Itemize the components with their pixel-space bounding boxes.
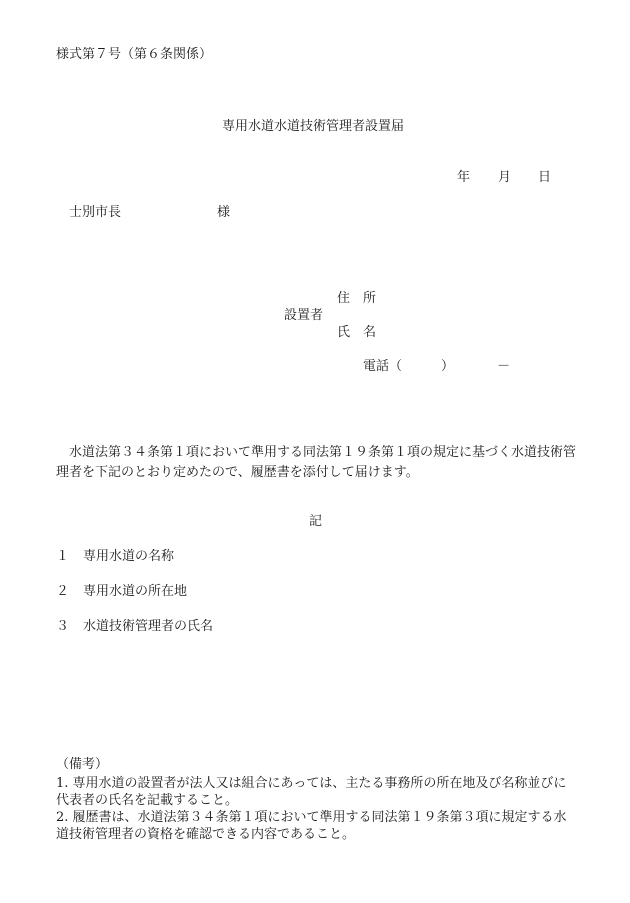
address-label: 住 所 — [337, 291, 377, 306]
document-title: 専用水道水道技術管理者設置届 — [222, 119, 405, 134]
phone-label: 電話（ — [363, 359, 403, 374]
date-year: 年 — [457, 170, 471, 185]
date-month: 月 — [498, 170, 512, 185]
list-item — [56, 550, 174, 563]
note-number: 2. — [56, 810, 69, 825]
note-text: 専用水道の設置者が法人又は組合にあっては、主たる事務所の所在地及び名称並びに代表者の氏名を記載すること。 — [56, 776, 567, 808]
ki-heading: 記 — [309, 514, 323, 529]
remark-note — [56, 775, 576, 809]
note-text: 履歴書は、水道法第３４条第１項において準用する同法第１９条第３項に規定する水道技術管理者の資格を確認できる内容であること。 — [56, 810, 567, 842]
addressee-name: 士別市長 — [69, 205, 122, 220]
remark-note — [56, 809, 576, 843]
item-number: ３ — [56, 619, 70, 634]
list-item — [56, 585, 187, 598]
item-number: １ — [56, 549, 70, 564]
date-day: 日 — [538, 170, 552, 185]
list-item — [56, 620, 213, 633]
item-label: 専用水道の名称 — [83, 549, 175, 564]
form-number: 様式第７号（第６条関係） — [56, 47, 213, 62]
addressee-honorific: 様 — [217, 205, 231, 220]
name-label: 氏 名 — [337, 325, 377, 340]
item-number: ２ — [56, 584, 70, 599]
item-label: 専用水道の所在地 — [83, 584, 188, 599]
note-number: 1. — [56, 776, 69, 791]
phone-close: ） — [441, 359, 455, 374]
body-text: 水道法第３４条第１項において準用する同法第１９条第１項の規定に基づく水道技術管理者を下記のとおり定めたので、履歴書を添付して届けます。 — [56, 445, 577, 480]
item-label: 水道技術管理者の氏名 — [83, 619, 214, 634]
applicant-label: 設置者 — [284, 308, 324, 323]
phone-dash: － — [497, 359, 511, 374]
remarks-heading: （備考） — [56, 757, 109, 772]
